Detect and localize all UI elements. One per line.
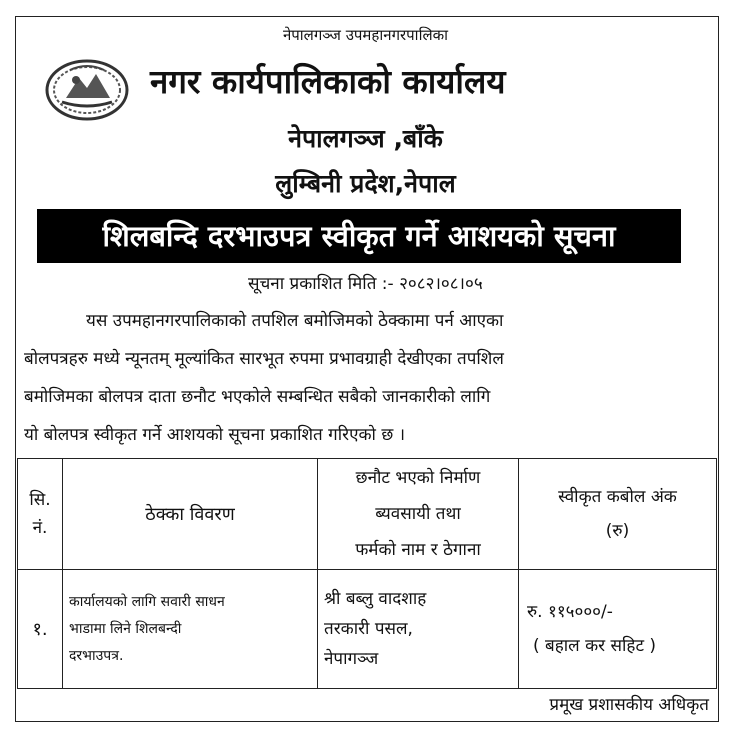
notice-title-banner: शिलबन्दि दरभाउपत्र स्वीकृत गर्ने आशयको सूचना — [37, 209, 681, 263]
nepal-emblem-logo — [44, 58, 130, 122]
row-contract-description: कार्यालयको लागि सवारी साधन भाडामा लिने शिलबन्दी दरभाउपत्र. — [63, 570, 318, 689]
publication-date-separator: :- — [381, 274, 394, 294]
header-selected-firm: छनौट भएको निर्माण ब्यवसायी तथा फर्मको नाम र ठेगाना — [318, 459, 519, 570]
municipality-name: नेपालगञ्ज उपमहानगरपालिका — [282, 26, 449, 44]
signatory-title: प्रमूख प्रशासकीय अधिकृत — [549, 695, 709, 715]
notice-body-line: यस उपमहानगरपालिकाको तपशिल बमोजिमको ठेक्कामा पर्न आएका — [86, 311, 504, 331]
publication-date-value: २०८२।०८।०५ — [399, 274, 483, 294]
row-serial-number: १. — [18, 570, 63, 689]
address-province: लुम्बिनी प्रदेश,नेपाल — [275, 169, 456, 198]
amount-value: रु. ११५०००/- — [527, 602, 613, 622]
header-approved-amount: स्वीकृत कबोल अंक (रु) — [519, 459, 717, 570]
row-firm-name-address: श्री बब्लु वादशाह तरकारी पसल, नेपागञ्ज — [318, 570, 519, 689]
notice-body-line: यो बोलपत्र स्वीकृत गर्ने आशयको सूचना प्रकाशित गरिएको छ । — [24, 425, 406, 445]
address-district: नेपालगञ्ज ,बाँके — [288, 124, 443, 153]
publication-date — [248, 271, 483, 294]
publication-date-label: सूचना प्रकाशित मिति — [248, 274, 377, 294]
office-title: नगर कार्यपालिकाको कार्यालय — [150, 62, 506, 101]
header-serial-number: सि. नं. — [18, 459, 63, 570]
table-row — [18, 570, 717, 689]
contract-table — [17, 458, 717, 689]
header-contract-description: ठेक्का विवरण — [63, 459, 318, 570]
notice-body-line: बमोजिमका बोलपत्र दाता छनौट भएकोले सम्बन्धित सबैको जानकारीको लागि — [24, 387, 491, 407]
row-approved-amount — [519, 570, 717, 689]
table-header-row — [18, 459, 717, 570]
notice-body-line: बोलपत्रहरु मध्ये न्यूनतम् मूल्यांकित सारभूत रुपमा प्रभावग्राही देखीएका तपशिल — [24, 349, 504, 369]
amount-tax-note: ( बहाल कर सहिट ) — [533, 636, 657, 656]
